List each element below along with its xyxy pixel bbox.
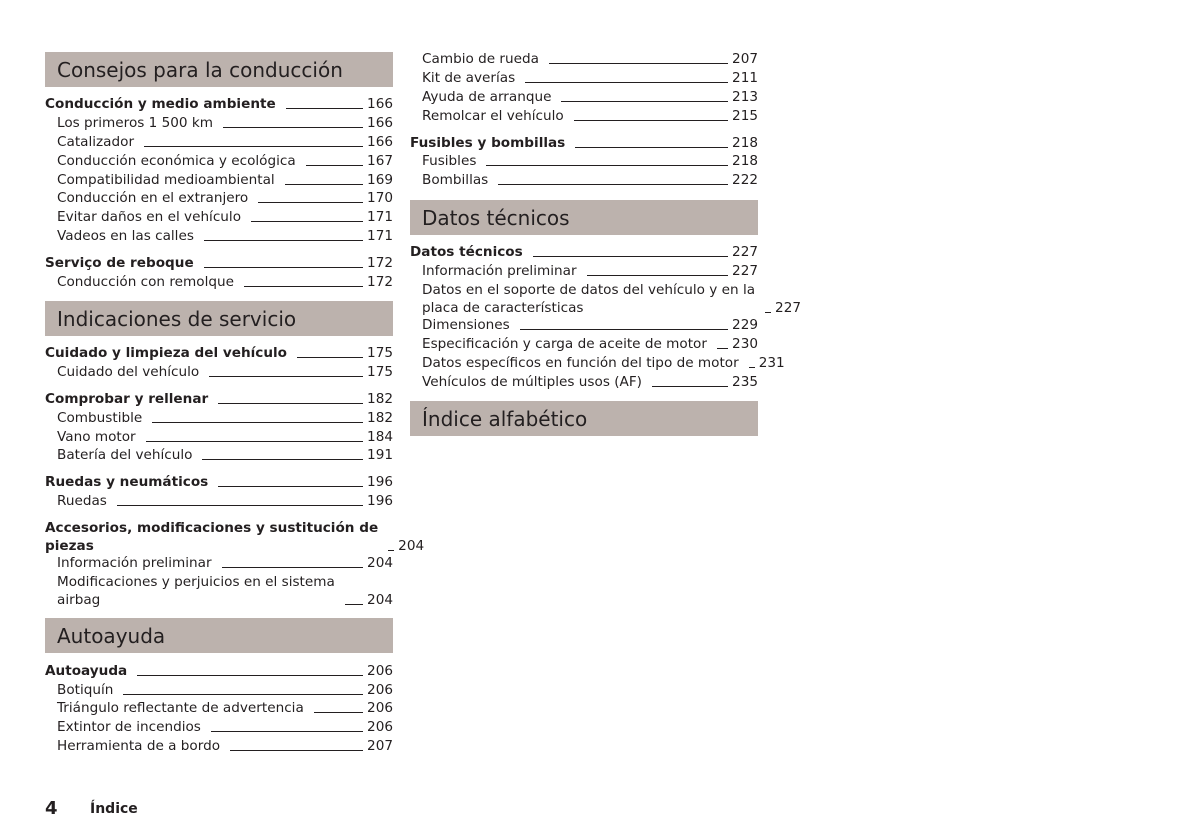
toc-label: Cambio de rueda bbox=[422, 51, 539, 67]
dot-leader bbox=[575, 147, 728, 148]
dot-leader bbox=[345, 604, 363, 605]
dot-leader bbox=[117, 505, 363, 506]
toc-entry[interactable] bbox=[57, 409, 393, 427]
toc-entry[interactable] bbox=[57, 428, 393, 446]
toc-entry[interactable] bbox=[422, 171, 758, 189]
toc-label-line2: placa de características bbox=[422, 300, 584, 316]
toc-label: Kit de averías bbox=[422, 70, 516, 86]
toc-label: Los primeros 1 500 km bbox=[57, 115, 214, 131]
toc-label: Fusibles bbox=[422, 153, 477, 169]
toc-entry[interactable] bbox=[57, 189, 393, 207]
dot-leader bbox=[533, 256, 728, 257]
toc-page: 171 bbox=[367, 209, 393, 225]
toc-entry[interactable] bbox=[57, 554, 393, 572]
dot-leader bbox=[137, 675, 363, 676]
toc-label: Conducción con remolque bbox=[57, 274, 234, 290]
toc-label: Vano motor bbox=[57, 429, 136, 445]
toc-page: 184 bbox=[367, 429, 393, 445]
toc-label: Conducción económica y ecológica bbox=[57, 153, 296, 169]
toc-page: 182 bbox=[367, 391, 393, 407]
toc-entry[interactable] bbox=[422, 152, 758, 170]
toc-label: Cuidado y limpieza del vehículo bbox=[45, 345, 288, 361]
dot-leader bbox=[574, 120, 728, 121]
dot-leader bbox=[218, 403, 363, 404]
toc-page: 211 bbox=[732, 70, 758, 86]
toc-label bbox=[422, 281, 755, 317]
toc-entry[interactable] bbox=[57, 573, 393, 609]
toc-entry[interactable] bbox=[57, 273, 393, 291]
dot-leader bbox=[749, 367, 755, 368]
toc-page: 204 bbox=[367, 555, 393, 571]
dot-leader bbox=[286, 108, 363, 109]
toc-page: 191 bbox=[367, 447, 393, 463]
dot-leader bbox=[498, 184, 728, 185]
toc-entry[interactable] bbox=[57, 737, 393, 755]
toc-label: Triángulo reflectante de advertencia bbox=[57, 700, 304, 716]
toc-page: 227 bbox=[775, 300, 801, 316]
toc-label: Catalizador bbox=[57, 134, 135, 150]
toc-entry[interactable] bbox=[57, 171, 393, 189]
toc-label: Datos técnicos bbox=[410, 244, 523, 260]
toc-label: Vadeos en las calles bbox=[57, 228, 194, 244]
toc-entry[interactable] bbox=[57, 208, 393, 226]
toc-page: 182 bbox=[367, 410, 393, 426]
toc-entry[interactable] bbox=[57, 718, 393, 736]
toc-entry[interactable] bbox=[422, 373, 758, 391]
toc-page: 196 bbox=[367, 493, 393, 509]
toc-page: 175 bbox=[367, 345, 393, 361]
toc-label: Bombillas bbox=[422, 172, 489, 188]
section-header-indicaciones: Indicaciones de servicio bbox=[45, 301, 393, 336]
toc-page: 175 bbox=[367, 364, 393, 380]
toc-label bbox=[57, 573, 335, 609]
toc-page: 206 bbox=[367, 700, 393, 716]
toc-page: 172 bbox=[367, 274, 393, 290]
toc-page: 166 bbox=[367, 96, 393, 112]
toc-page: 167 bbox=[367, 153, 393, 169]
toc-group-comprobar[interactable] bbox=[45, 390, 393, 408]
toc-label bbox=[45, 519, 378, 555]
toc-label: Ayuda de arranque bbox=[422, 89, 552, 105]
toc-label-line1: Accesorios, modificaciones y sustitución de bbox=[45, 520, 379, 536]
dot-leader bbox=[123, 694, 363, 695]
toc-entry[interactable] bbox=[57, 681, 393, 699]
dot-leader bbox=[204, 267, 363, 268]
toc-page: 169 bbox=[367, 172, 393, 188]
section-header-consejos: Consejos para la conducción bbox=[45, 52, 393, 87]
toc-label: Datos específicos en función del tipo de motor bbox=[422, 355, 739, 371]
toc-group-ruedas[interactable] bbox=[45, 473, 393, 491]
toc-entry[interactable] bbox=[57, 227, 393, 245]
dot-leader bbox=[209, 376, 363, 377]
toc-entry[interactable] bbox=[422, 335, 758, 353]
toc-label: Especificación y carga de aceite de motor bbox=[422, 336, 707, 352]
toc-entry[interactable] bbox=[57, 133, 393, 151]
toc-page: 213 bbox=[732, 89, 758, 105]
toc-label-line1: Datos en el soporte de datos del vehículo y en la bbox=[422, 282, 756, 298]
toc-label: Remolcar el vehículo bbox=[422, 108, 564, 124]
dot-leader bbox=[202, 459, 363, 460]
toc-label: Conducción y medio ambiente bbox=[45, 96, 276, 112]
toc-label: Compatibilidad medioambiental bbox=[57, 172, 275, 188]
toc-page: 235 bbox=[732, 374, 758, 390]
toc-group-autoayuda[interactable] bbox=[45, 662, 393, 680]
toc-label: Evitar daños en el vehículo bbox=[57, 209, 242, 225]
toc-page: 218 bbox=[732, 153, 758, 169]
toc-entry[interactable] bbox=[422, 50, 758, 68]
dot-leader bbox=[297, 357, 363, 358]
toc-page: 230 bbox=[732, 336, 758, 352]
toc-label: Cuidado del vehículo bbox=[57, 364, 200, 380]
dot-leader bbox=[652, 386, 728, 387]
toc-page: 206 bbox=[367, 682, 393, 698]
toc-group-accesorios[interactable] bbox=[45, 519, 425, 555]
toc-label: Conducción en el extranjero bbox=[57, 190, 249, 206]
toc-group-conduccion[interactable] bbox=[45, 95, 393, 113]
toc-entry[interactable] bbox=[57, 446, 393, 464]
toc-group-datos-tecnicos[interactable] bbox=[410, 243, 758, 261]
toc-label: Comprobar y rellenar bbox=[45, 391, 209, 407]
dot-leader bbox=[587, 275, 729, 276]
toc-entry[interactable] bbox=[422, 316, 758, 334]
toc-page: 166 bbox=[367, 115, 393, 131]
toc-page: 227 bbox=[732, 263, 758, 279]
dot-leader bbox=[222, 567, 364, 568]
toc-page: 231 bbox=[758, 355, 785, 371]
toc-page: 227 bbox=[732, 244, 758, 260]
dot-leader bbox=[258, 202, 363, 203]
toc-entry[interactable] bbox=[422, 354, 785, 372]
toc-label-line2: airbag bbox=[57, 592, 101, 608]
toc-entry[interactable] bbox=[422, 88, 758, 106]
toc-entry[interactable] bbox=[422, 281, 801, 317]
dot-leader bbox=[717, 348, 728, 349]
toc-page: 207 bbox=[367, 738, 393, 754]
dot-leader bbox=[525, 82, 728, 83]
toc-page: 170 bbox=[367, 190, 393, 206]
toc-entry[interactable] bbox=[57, 114, 393, 132]
toc-group-fusibles[interactable] bbox=[410, 134, 758, 152]
toc-label: Extintor de incendios bbox=[57, 719, 201, 735]
toc-label: Batería del vehículo bbox=[57, 447, 193, 463]
toc-page: 206 bbox=[367, 663, 393, 679]
toc-label: Información preliminar bbox=[57, 555, 212, 571]
toc-label: Autoayuda bbox=[45, 663, 128, 679]
toc-label: Información preliminar bbox=[422, 263, 577, 279]
toc-page: 166 bbox=[367, 134, 393, 150]
toc-page: 218 bbox=[732, 135, 758, 151]
toc-label: Serviço de reboque bbox=[45, 255, 194, 271]
toc-page: 206 bbox=[367, 719, 393, 735]
section-header-autoayuda: Autoayuda bbox=[45, 618, 393, 653]
dot-leader bbox=[144, 146, 363, 147]
footer-title: Índice bbox=[90, 801, 138, 817]
toc-page: 207 bbox=[732, 51, 758, 67]
dot-leader bbox=[285, 184, 363, 185]
dot-leader bbox=[486, 165, 728, 166]
dot-leader bbox=[520, 329, 728, 330]
dot-leader bbox=[306, 165, 363, 166]
dot-leader bbox=[230, 750, 363, 751]
dot-leader bbox=[388, 550, 394, 551]
toc-entry[interactable] bbox=[57, 699, 393, 717]
dot-leader bbox=[549, 63, 728, 64]
toc-entry[interactable] bbox=[57, 152, 393, 170]
toc-entry[interactable] bbox=[57, 492, 393, 510]
dot-leader bbox=[561, 101, 728, 102]
dot-leader bbox=[204, 240, 363, 241]
toc-page: 172 bbox=[367, 255, 393, 271]
toc-group-reboque[interactable] bbox=[45, 254, 393, 272]
toc-page: 204 bbox=[367, 592, 393, 608]
toc-entry[interactable] bbox=[422, 262, 758, 280]
toc-page: 215 bbox=[732, 108, 758, 124]
dot-leader bbox=[152, 422, 363, 423]
toc-label: Vehículos de múltiples usos (AF) bbox=[422, 374, 642, 390]
page-number: 4 bbox=[45, 798, 58, 819]
toc-label: Fusibles y bombillas bbox=[410, 135, 566, 151]
toc-label-line2: piezas bbox=[45, 538, 94, 554]
section-header-datos-tecnicos: Datos técnicos bbox=[410, 200, 758, 235]
toc-label: Botiquín bbox=[57, 682, 114, 698]
toc-label-line1: Modificaciones y perjuicios en el sistema bbox=[57, 574, 335, 590]
toc-entry[interactable] bbox=[422, 69, 758, 87]
toc-page: 196 bbox=[367, 474, 393, 490]
toc-page: 222 bbox=[732, 172, 758, 188]
toc-page: 204 bbox=[398, 538, 425, 554]
dot-leader bbox=[244, 286, 363, 287]
toc-entry[interactable] bbox=[57, 363, 393, 381]
dot-leader bbox=[211, 731, 363, 732]
toc-entry[interactable] bbox=[422, 107, 758, 125]
toc-group-cuidado[interactable] bbox=[45, 344, 393, 362]
dot-leader bbox=[218, 486, 363, 487]
section-header-indice-alfabetico: Índice alfabético bbox=[410, 401, 758, 436]
toc-label: Ruedas y neumáticos bbox=[45, 474, 209, 490]
toc-page: 171 bbox=[367, 228, 393, 244]
toc-label: Herramienta de a bordo bbox=[57, 738, 221, 754]
toc-label: Ruedas bbox=[57, 493, 107, 509]
toc-page: 229 bbox=[732, 317, 758, 333]
toc-label: Dimensiones bbox=[422, 317, 510, 333]
dot-leader bbox=[223, 127, 363, 128]
dot-leader bbox=[765, 312, 771, 313]
dot-leader bbox=[146, 441, 363, 442]
toc-label: Combustible bbox=[57, 410, 143, 426]
dot-leader bbox=[251, 221, 363, 222]
dot-leader bbox=[314, 712, 363, 713]
